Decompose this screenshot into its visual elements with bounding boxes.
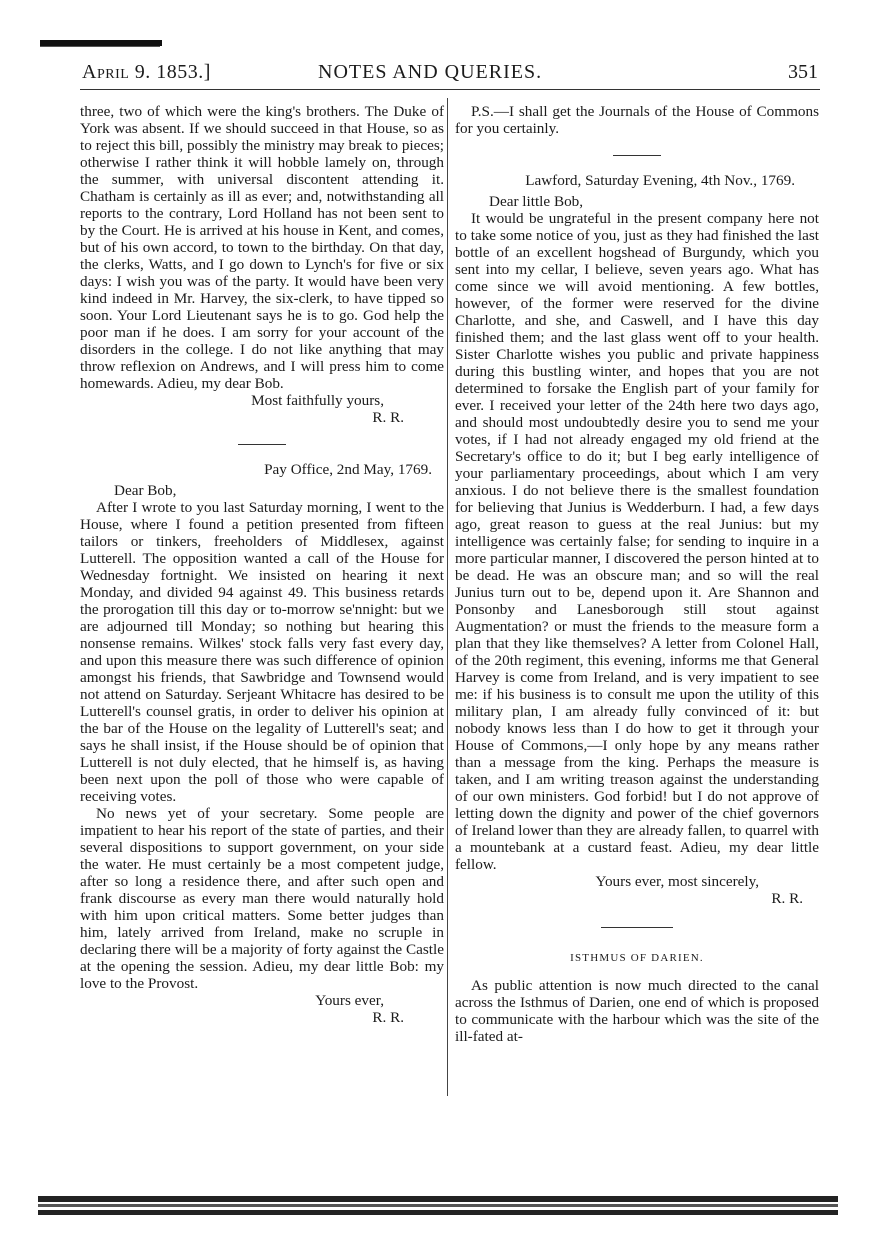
letter-separator — [238, 444, 286, 445]
header-date: April 9. 1853.] — [82, 61, 211, 83]
article-title: ISTHMUS OF DARIEN. — [570, 952, 704, 964]
letter2-paragraph-2: No news yet of your secretary. Some people are impatient to hear his report of the state of parties, and their several dispositions to support government, on your side the water. He must certainly be a most competent judge, after so long a residence there, and after such open and frank discourse as every man there would naturally hold with him upon critical matters. Some better judges than him, lately arrived from Ireland, make no scruple in declaring there will be a majority of forty against the Castle at the opening the session. Adieu, my dear little Bob: my love to the Provost. — [80, 805, 444, 992]
column-divider — [447, 98, 448, 1096]
letter2-paragraph-1: After I wrote to you last Saturday morning, I went to the House, where I found a petition presented from fifteen tailors or tinkers, freeholders of Middlesex, against Lutterell. The opposition wanted a call of the House for Wednesday fortnight. We insisted on hearing it next Monday, and divided 94 against 49. This business retards the prorogation till this day or to-morrow se'nnight: but we are adjourned till Monday; so nothing but hearing this nonsense remains. Wilkes' stock falls very fast every day, and upon this measure there was such difference of opinion amongst his friends, that Sawbridge and Townsend would not attend on Saturday. Serjeant Whitacre has desired to be Lutterell's counsel gratis, in order to deliver his opinion at the bar of the House on the legality of Lutterell's seat; and says he shall insist, if the House should be of opinion that Lutterell is not duly elected, that he himself is, as having been next upon the poll of those who were capable of receiving votes. — [80, 499, 444, 805]
letter3-dateline: Lawford, Saturday Evening, 4th Nov., 1769. — [525, 172, 795, 189]
article-body: As public attention is now much directed to the canal across the Isthmus of Darien, one end of which is proposed to communicate with the harbour which was the site of the ill-fated at- — [455, 977, 819, 1045]
right-column — [455, 103, 819, 1045]
letter3-body: It would be ungrateful in the present company here not to take some notice of you, just as they had finished the last bottle of an excellent hogshead of Burgundy, which you sent into my cellar, I believe, seven years ago. What has come since we will avoid mentioning. A few bottles, however, of the former were reserved for the divine Charlotte, and she, and Caswell, and I have this day finished them; and the last glass went off to your health. Sister Charlotte wishes you public and private happiness during this bustling winter, and hopes that you are not determined to forsake the English part of your family for ever. I received your letter of the 24th here two days ago, and should most undoubtedly desire you to send me your votes, if I had not already engaged my old friend at the Secretary's office to do it; but I beg early intelligence of your parliamentary proceedings, about which I am very anxious. I do not believe there is the smallest foundation for believing that Junius is Wedderburn. I had, a few days ago, great reason to guess at the real Junius: but my intelligence was certainly false; for sending to inquire in a more particular manner, I discovered the person hinted at to be dead. He was an obscure man; and so will the real Junius turn out to be, depend upon it. Are Shannon and Ponsonby and Lanesborough still stout against Augmentation? or must the friends to the measure form a plan that they like themselves? A letter from Colonel Hall, of the 20th regiment, this evening, informs me that General Harvey is come from Ireland, and is very impatient to see me: if his business is to consult me upon the utility of this military plan, I am already fully convinced of it: but nobody knows less than I do how to get it through your House of Commons,—I only hope by any means rather than a message from the king. Perhaps the measure is taken, and I am writing treason against the understanding of our own ministers. God forbid! but I do not approve of letting down the dignity and power of the chief governors of Ireland lower than they are already fallen, to quarrel with a mountebank at a custard feast. Adieu, my dear little fellow. — [455, 210, 819, 873]
letter-separator — [613, 155, 661, 156]
letter2-dateline: Pay Office, 2nd May, 1769. — [264, 461, 432, 478]
bottom-rule-middle — [38, 1204, 838, 1207]
letter2-signature: R. R. — [372, 1009, 404, 1026]
page-number: 351 — [788, 61, 818, 83]
bottom-rule-thick — [38, 1196, 838, 1202]
left-column — [80, 103, 444, 1026]
letter1-signature: R. R. — [372, 409, 404, 426]
letter1-body: three, two of which were the king's brothers. The Duke of York was absent. If we should succeed in that House, so as to reject this bill, possibly the ministry may break to pieces; otherwise I rather think it will hobble lamely on, through the summer, with universal discontent attending it. Chatham is certainly as ill as ever; and, notwithstanding all reports to the contrary, Lord Holland has not been sent to by the Court. He is arrived at his house in Kent, and comes, but of his own accord, to town to the birthday. On that day, the clerks, Watts, and I go down to Lynch's for five or six days: I wish you was of the party. It would have been very kind indeed in Mr. Harvey, the six-clerk, to have tipped so soon. Your Lord Lieutenant says he is to go. God help the poor man if he does. I am sorry for your account of the disorders in the college. I do not like anything that may throw reflexion on Andrews, and I will press him to come homewards. Adieu, my dear Bob. — [80, 103, 444, 392]
letter3-salutation: Dear little Bob, — [489, 193, 584, 210]
article-separator — [601, 927, 673, 928]
letter1-closing: Most faithfully yours, — [251, 392, 384, 409]
postscript: P.S.—I shall get the Journals of the House of Commons for you certainly. — [455, 103, 819, 137]
letter2-closing: Yours ever, — [315, 992, 384, 1009]
journal-title: NOTES AND QUERIES. — [318, 61, 543, 83]
bottom-rule-lower — [38, 1210, 838, 1215]
header-rule — [80, 89, 820, 90]
top-left-rule-thin — [40, 46, 160, 47]
letter2-salutation: Dear Bob, — [114, 482, 177, 499]
letter3-closing: Yours ever, most sincerely, — [595, 873, 759, 890]
letter3-signature: R. R. — [771, 890, 803, 907]
